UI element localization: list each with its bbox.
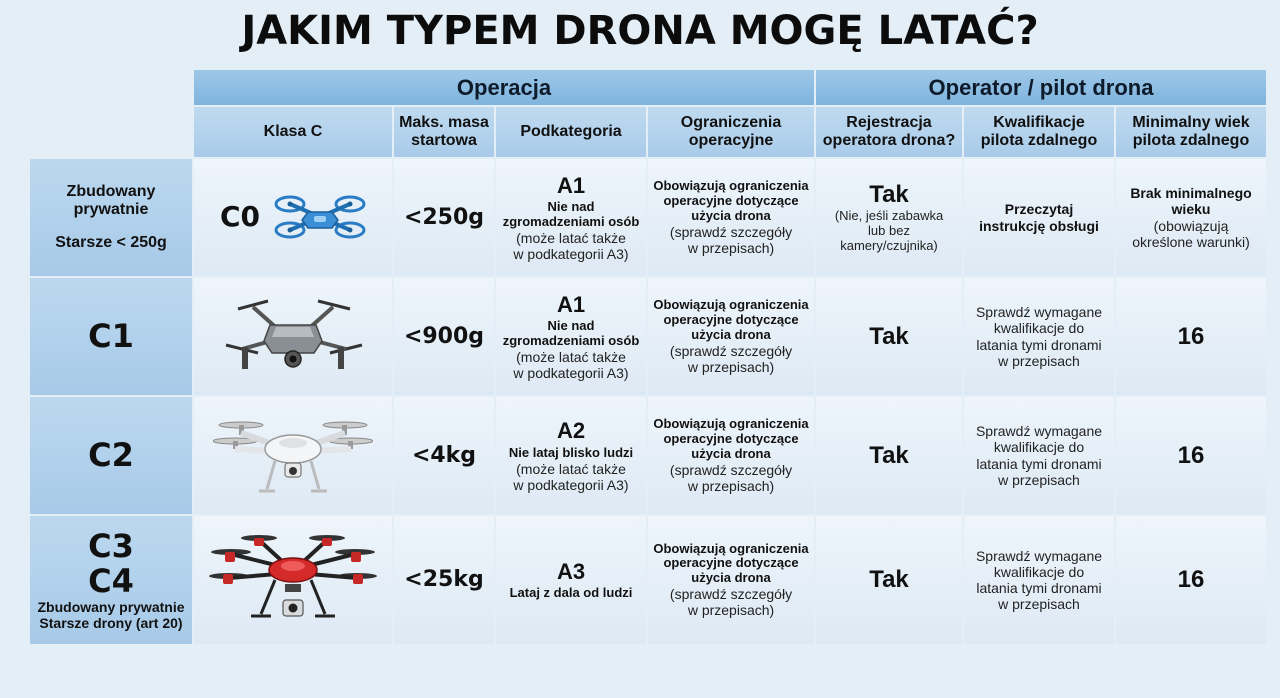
masa-cell-c1: <900g — [394, 278, 494, 395]
row-header-c1: C1 — [30, 278, 192, 395]
wiek-cell-c2: 16 — [1116, 397, 1266, 514]
podkategoria-cell-c2: A2 Nie lataj blisko ludzi (może latać także w podkategorii A3) — [496, 397, 646, 514]
corner-blank — [30, 70, 192, 157]
rejestracja-cell-c0: Tak (Nie, jeśli zabawka lub bez kamery/czujnika) — [816, 159, 962, 276]
row-header-c3-c4: C3 C4 Zbudowany prywatnie Starsze drony (art 20) — [30, 516, 192, 644]
page-title: JAKIM TYPEM DRONA MOGĘ LATAĆ? — [241, 8, 1039, 54]
drone-classes-table — [30, 70, 1252, 638]
column-header-klasa: Klasa C — [194, 107, 392, 157]
masa-cell-c3-c4: <25kg — [394, 516, 494, 644]
quadcopter-drone-icon — [213, 411, 373, 501]
kwalifikacje-cell-c1: Sprawdź wymagane kwalifikacje do latania tymi dronami w przepisach — [964, 278, 1114, 395]
klasa-cell-c3-c4 — [194, 516, 392, 644]
column-header-ograniczenia: Ograniczenia operacyjne — [648, 107, 814, 157]
podkategoria-cell-c3-c4: A3 Lataj z dala od ludzi — [496, 516, 646, 644]
row-header-c2: C2 — [30, 397, 192, 514]
hexacopter-drone-icon — [209, 530, 377, 630]
row-header-c0: Zbudowany prywatnie Starsze < 250g — [30, 159, 192, 276]
kwalifikacje-cell-c3-c4: Sprawdź wymagane kwalifikacje do latania tymi dronami w przepisach — [964, 516, 1114, 644]
klasa-cell-c1 — [194, 278, 392, 395]
rejestracja-cell-c3-c4: Tak — [816, 516, 962, 644]
klasa-cell-c0 — [194, 159, 392, 276]
masa-cell-c0: <250g — [394, 159, 494, 276]
wiek-cell-c0: Brak minimalnego wieku (obowiązują określone warunki) — [1116, 159, 1266, 276]
wiek-cell-c3-c4: 16 — [1116, 516, 1266, 644]
column-header-podkategoria: Podkategoria — [496, 107, 646, 157]
group-header-operacja: Operacja — [194, 70, 814, 105]
klasa-label: C0 — [219, 200, 261, 234]
kwalifikacje-cell-c2: Sprawdź wymagane kwalifikacje do latania tymi dronami w przepisach — [964, 397, 1114, 514]
column-header-wiek: Minimalny wiek pilota zdalnego — [1116, 107, 1266, 157]
podkategoria-cell-c1: A1 Nie nad zgromadzeniami osób (może latać także w podkategorii A3) — [496, 278, 646, 395]
column-header-masa: Maks. masa startowa — [394, 107, 494, 157]
rejestracja-cell-c2: Tak — [816, 397, 962, 514]
podkategoria-cell-c0: A1 Nie nad zgromadzeniami osób (może latać także w podkategorii A3) — [496, 159, 646, 276]
ograniczenia-cell-c3-c4: Obowiązują ograniczenia operacyjne dotyczące użycia drona (sprawdź szczegóły w przepisach) — [648, 516, 814, 644]
kwalifikacje-cell-c0: Przeczytaj instrukcję obsługi — [964, 159, 1114, 276]
ograniczenia-cell-c1: Obowiązują ograniczenia operacyjne dotyczące użycia drona (sprawdź szczegóły w przepisach) — [648, 278, 814, 395]
wiek-cell-c1: 16 — [1116, 278, 1266, 395]
masa-cell-c2: <4kg — [394, 397, 494, 514]
rejestracja-cell-c1: Tak — [816, 278, 962, 395]
mini-drone-icon — [274, 190, 366, 246]
column-header-kwalifikacje: Kwalifikacje pilota zdalnego — [964, 107, 1114, 157]
klasa-cell-c2 — [194, 397, 392, 514]
ograniczenia-cell-c0: Obowiązują ograniczenia operacyjne dotyczące użycia drona (sprawdź szczegóły w przepisach) — [648, 159, 814, 276]
column-header-rejestracja: Rejestracja operatora drona? — [816, 107, 962, 157]
group-header-operator: Operator / pilot drona — [816, 70, 1266, 105]
ograniczenia-cell-c2: Obowiązują ograniczenia operacyjne dotyczące użycia drona (sprawdź szczegóły w przepisach) — [648, 397, 814, 514]
foldable-drone-icon — [218, 295, 368, 379]
